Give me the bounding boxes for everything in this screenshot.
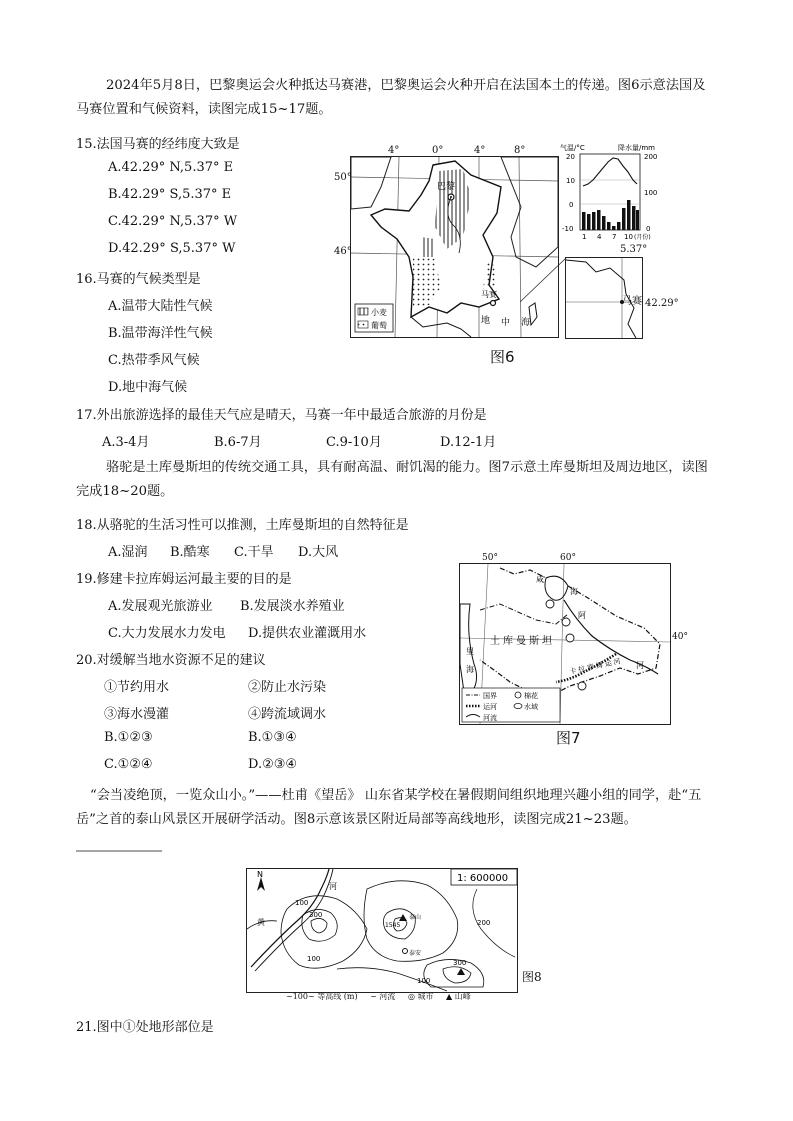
fig7-legend-border: 国界 [483,692,497,700]
question-15-option-b: B.42.29° S,5.37° E [108,187,232,202]
question-18-option-d: D.大风 [298,545,339,560]
fig8-label-300b: 300 [453,959,467,967]
fig7-label-turkmenistan: 土库曼斯坦 [490,636,555,647]
fig6-inset-marseille-label: 马赛 [622,296,642,307]
question-19-option-b: B.发展淡水养殖业 [240,599,345,614]
fig7-legend-canal: 运河 [483,703,497,711]
question-18-option-a: A.湿润 [108,545,148,560]
fig6-inset-lon-label: 5.37° [620,244,648,255]
figure-7-caption: 图7 [556,729,581,747]
fig8-scale: 1: 600000 [457,873,509,884]
fig6-label-paris: 巴黎 [437,182,456,192]
fig6-lon-label-4: 8° [514,145,526,156]
question-19-option-c: C.大力发展水力发电 [108,626,226,641]
city-symbol-icon: ◎ [407,992,415,1001]
question-18-stem: 18.从骆驼的生活习性可以推测，土库曼斯坦的自然特征是 [76,518,409,533]
question-15-option-d: D.42.29° S,5.37° W [108,241,236,256]
fig7-label-hai: 海 [570,587,578,596]
question-17-stem: 17.外出旅游选择的最佳天气应是晴天，马赛一年中最适合旅游的月份是 [76,408,487,423]
fig6-label-sea-1: 地 [481,316,491,326]
question-19-stem: 19.修建卡拉库姆运河最主要的目的是 [76,572,292,587]
question-20-option-d: D.②③④ [248,757,298,772]
question-17-option-d: D.12-1月 [440,435,497,450]
fig6-lon-label-3: 4° [474,145,486,156]
fig7-label-he: 河 [636,661,644,670]
climate-temp-axis-title: 气温/°C [560,144,585,152]
figure-8-map [246,868,518,993]
fig8-legend [286,991,471,1002]
question-17-option-a: A.3-4月 [102,435,150,450]
climate-temp-tick-0: 0 [569,201,574,209]
fig8-label-100a: 100 [295,899,309,907]
fig8-label-100c: 100 [417,977,431,985]
climate-month-unit: (月份) [634,234,651,241]
climate-month-tick-4: 4 [597,233,602,241]
question-17-option-c: C.9-10月 [326,435,382,450]
peak-symbol-icon: ▲ [446,992,453,1001]
question-20-item-3: ③海水漫灌 [104,707,170,722]
fig8-legend-contour: 等高线 (m) [317,992,358,1001]
fig8-north-arrow-label: N [257,870,263,879]
fig8-label-300: 300 [309,911,323,919]
fig8-label-200: 200 [477,919,491,927]
question-20-item-1: ①节约用水 [104,680,170,695]
question-20-option-a: B.①②③ [104,730,153,745]
question-15-option-a: A.42.29° N,5.37° E [108,160,234,175]
climate-temp-tick-20: 20 [566,153,575,161]
question-16-option-b: B.温带海洋性气候 [108,326,213,341]
contour-symbol-icon: ~100~ [286,992,315,1001]
question-15-stem: 15.法国马赛的经纬度大致是 [76,137,240,152]
fig7-label-a: 阿 [578,611,586,620]
question-20-option-b: B.①③④ [248,730,297,745]
fig7-legend-cotton: 棉花 [524,692,538,700]
fig6-inset-lat-label: 42.29° [645,298,679,309]
climate-temp-tick-10: 10 [566,177,575,185]
question-18-option-b: B.酷寒 [170,545,210,560]
question-16-stem: 16.马赛的气候类型是 [76,272,201,287]
fig6-climate-chart [560,142,660,252]
fig8-label-taian: 泰安 [409,950,422,957]
fig6-lon-label-2: 0° [432,145,444,156]
question-21-stem: 21.图中①处地形部位是 [76,1020,214,1035]
fig6-lon-label-1: 4° [388,145,400,156]
fig8-label-100b: 100 [307,955,321,963]
fig6-inset-connector [520,254,570,314]
fig8-label-river: 河 [329,882,337,891]
question-16-option-d: D.地中海气候 [108,380,188,395]
fig7-legend-water: 水域 [524,703,538,711]
climate-precip-tick-100: 100 [644,189,658,197]
question-17-option-b: B.6-7月 [214,435,262,450]
fig8-label-1545: 1545 [385,922,401,929]
fig7-label-caspian-hai: 海 [466,665,474,674]
question-20-item-2: ②防止水污染 [248,680,327,695]
figure-8-caption: 图8 [522,970,542,984]
climate-temp-tick-neg10: -10 [562,225,574,233]
climate-precip-tick-0: 0 [646,225,651,233]
figure-7-map [459,563,671,725]
question-20-item-4: ④跨流域调水 [248,707,327,722]
fig6-legend-grape: 葡萄 [371,321,387,330]
fig8-label-taishan: 泰山 [409,914,422,921]
climate-month-tick-7: 7 [612,233,617,241]
fig7-lon-label-2: 60° [560,553,576,563]
question-15-option-c: C.42.29° N,5.37° W [108,214,238,229]
fig6-label-sea-3: 海 [521,318,531,328]
fig7-lon-label-1: 50° [482,553,498,563]
fig6-label-sea-2: 中 [501,318,511,328]
question-19-option-d: D.提供农业灌溉用水 [248,626,367,641]
fig8-legend-peak: 山峰 [454,992,471,1001]
fig7-label-li: 里 [466,647,474,656]
fig6-lat-label-2: 46° [334,246,352,257]
fig6-lat-label-1: 50° [334,172,352,183]
river-symbol-icon: ~ [370,992,377,1001]
intro-paragraph-3-underline [76,848,166,854]
fig7-label-canal: 卡拉库姆运河 [568,656,624,676]
intro-paragraph-3: “会当凌绝顶，一览众山小。”——杜甫《望岳》 山东省某学校在暑假期间组织地理兴趣小组的同学，赴“五岳”之首的泰山风景区开展研学活动。图8示意该景区附近局部等高线地形，读图完成21~23题。 [76,788,702,827]
fig8-legend-river: 河流 [379,992,396,1001]
question-20-stem: 20.对缓解当地水资源不足的建议 [76,653,266,668]
fig8-label-yellow: 黄 [257,918,265,927]
question-18-option-c: C.干旱 [234,545,274,560]
climate-precip-axis-title: 降水量/mm [618,144,655,152]
question-16-option-c: C.热带季风气候 [108,353,200,368]
fig7-lat-label: 40° [672,632,688,642]
question-20-option-c: C.①②④ [104,757,153,772]
fig6-legend-wheat: 小麦 [371,308,387,317]
figure-6-caption: 图6 [490,348,515,366]
intro-paragraph-2: 骆驼是土库曼斯坦的传统交通工具，具有耐高温、耐饥渴的能力。图7示意土库曼斯坦及周边地区，读图完成18~20题。 [76,460,708,499]
climate-precip-tick-200: 200 [644,153,658,161]
question-19-option-a: A.发展观光旅游业 [108,599,213,614]
climate-month-tick-10: 10 [624,233,633,241]
fig7-legend-river: 河流 [483,714,497,722]
fig7-label-xian: 咸 [536,575,544,584]
question-16-option-a: A.温带大陆性气候 [108,299,213,314]
intro-paragraph-1: 2024年5月8日，巴黎奥运会火种抵达马赛港，巴黎奥运会火种开启在法国本土的传递。图6示意法国及马赛位置和气候资料，读图完成15~17题。 [76,78,706,117]
climate-month-tick-1: 1 [582,233,587,241]
fig6-label-marseille: 马赛 [481,290,497,299]
fig8-legend-city: 城市 [417,992,434,1001]
